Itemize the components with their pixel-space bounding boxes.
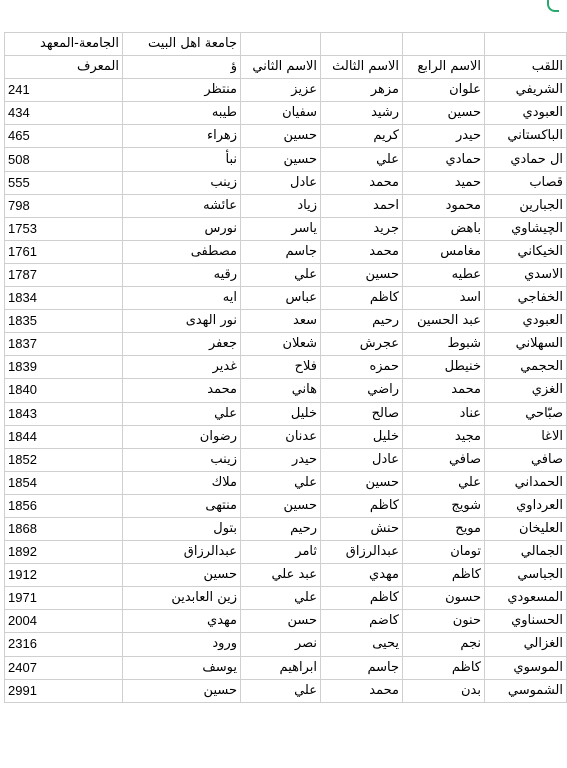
table-row [5, 240, 567, 263]
table-row [5, 310, 567, 333]
fourth-name-cell[interactable]: حنون [403, 610, 485, 633]
second-name-cell[interactable]: حيدر [241, 448, 321, 471]
second-name-cell[interactable]: حسن [241, 610, 321, 633]
title-cell[interactable]: صبّاحي [485, 402, 567, 425]
id-cell[interactable]: 434 [5, 102, 123, 125]
id-cell[interactable]: 1840 [5, 379, 123, 402]
title-cell[interactable]: الغزالي [485, 633, 567, 656]
first-name-cell[interactable]: منتظر [123, 79, 241, 102]
fourth-name-cell[interactable]: محمود [403, 194, 485, 217]
second-name-cell[interactable]: عباس [241, 287, 321, 310]
third-name-cell[interactable]: عبدالرزاق [321, 541, 403, 564]
id-cell[interactable]: 508 [5, 148, 123, 171]
fourth-name-cell[interactable]: خنيطل [403, 356, 485, 379]
second-name-cell[interactable]: حسين [241, 125, 321, 148]
third-name-cell[interactable]: محمد [321, 679, 403, 702]
second-name-cell[interactable]: علي [241, 587, 321, 610]
first-name-cell[interactable]: مهدي [123, 610, 241, 633]
spreadsheet-table [4, 32, 567, 703]
university-label-cell[interactable]: الجامعة-المعهد [5, 33, 123, 56]
first-name-cell[interactable]: جعفر [123, 333, 241, 356]
id-cell[interactable]: 1787 [5, 263, 123, 286]
title-cell[interactable]: الشريفي [485, 79, 567, 102]
third-name-cell[interactable]: مزهر [321, 79, 403, 102]
first-name-cell[interactable]: مصطفى [123, 240, 241, 263]
fourth-name-cell[interactable]: حمادي [403, 148, 485, 171]
third-name-cell[interactable]: صالح [321, 402, 403, 425]
third-name-cell[interactable]: حنش [321, 517, 403, 540]
first-name-cell[interactable]: زينب [123, 448, 241, 471]
fourth-name-cell[interactable]: باهض [403, 217, 485, 240]
third-name-cell[interactable]: احمد [321, 194, 403, 217]
table-row [5, 448, 567, 471]
fourth-name-cell[interactable]: تومان [403, 541, 485, 564]
title-cell[interactable]: الاغا [485, 425, 567, 448]
table-row [5, 633, 567, 656]
second-name-cell[interactable]: علي [241, 263, 321, 286]
second-name-cell[interactable]: سفيان [241, 102, 321, 125]
title-cell[interactable]: الخفاجي [485, 287, 567, 310]
first-name-cell[interactable]: رقيه [123, 263, 241, 286]
fourth-name-cell[interactable]: مغامس [403, 240, 485, 263]
column-header-title[interactable]: اللقب [485, 56, 567, 79]
column-header-first-name[interactable]: ؤ [123, 56, 241, 79]
title-cell[interactable]: الشموسي [485, 679, 567, 702]
third-name-cell[interactable]: عادل [321, 448, 403, 471]
fourth-name-cell[interactable]: محمد [403, 379, 485, 402]
fourth-name-cell[interactable]: صافي [403, 448, 485, 471]
id-cell[interactable]: 1844 [5, 425, 123, 448]
id-cell[interactable]: 1868 [5, 517, 123, 540]
id-cell[interactable]: 241 [5, 79, 123, 102]
title-cell[interactable]: قصاب [485, 171, 567, 194]
id-cell[interactable]: 555 [5, 171, 123, 194]
id-cell[interactable]: 798 [5, 194, 123, 217]
first-name-cell[interactable]: منتهى [123, 494, 241, 517]
second-name-cell[interactable]: ثامر [241, 541, 321, 564]
second-name-cell[interactable]: عبد علي [241, 564, 321, 587]
first-name-cell[interactable]: حسين [123, 564, 241, 587]
title-cell[interactable]: الغزي [485, 379, 567, 402]
title-cell[interactable]: العبودي [485, 102, 567, 125]
title-cell[interactable]: الاسدي [485, 263, 567, 286]
table-body [5, 33, 567, 703]
third-name-cell[interactable]: مهدي [321, 564, 403, 587]
third-name-cell[interactable]: كاضم [321, 610, 403, 633]
title-cell[interactable]: الچيشاوي [485, 217, 567, 240]
id-cell[interactable]: 2407 [5, 656, 123, 679]
id-cell[interactable]: 1971 [5, 587, 123, 610]
fourth-name-cell[interactable]: علوان [403, 79, 485, 102]
first-name-cell[interactable]: رضوان [123, 425, 241, 448]
table-row [5, 494, 567, 517]
id-cell[interactable]: 1839 [5, 356, 123, 379]
table-row [5, 194, 567, 217]
second-name-cell[interactable]: عزيز [241, 79, 321, 102]
first-name-cell[interactable]: طيبه [123, 102, 241, 125]
id-cell[interactable]: 1892 [5, 541, 123, 564]
id-cell[interactable]: 1856 [5, 494, 123, 517]
second-name-cell[interactable]: ابراهيم [241, 656, 321, 679]
first-name-cell[interactable]: غدير [123, 356, 241, 379]
table-row [5, 425, 567, 448]
second-name-cell[interactable]: حسين [241, 494, 321, 517]
third-name-cell[interactable]: راضي [321, 379, 403, 402]
fourth-name-cell[interactable]: عبد الحسين [403, 310, 485, 333]
fourth-name-cell[interactable]: كاظم [403, 656, 485, 679]
table-row [5, 356, 567, 379]
third-name-cell[interactable]: محمد [321, 171, 403, 194]
table-row [5, 333, 567, 356]
first-name-cell[interactable]: محمد [123, 379, 241, 402]
third-name-cell[interactable]: كاظم [321, 494, 403, 517]
first-name-cell[interactable]: ورود [123, 633, 241, 656]
first-name-cell[interactable]: ملاك [123, 471, 241, 494]
id-cell[interactable]: 2316 [5, 633, 123, 656]
first-name-cell[interactable]: نبأ [123, 148, 241, 171]
cell[interactable] [321, 33, 403, 56]
id-cell[interactable]: 1761 [5, 240, 123, 263]
title-cell[interactable]: صافي [485, 448, 567, 471]
corner-mark-icon [547, 0, 559, 12]
third-name-cell[interactable]: حمزه [321, 356, 403, 379]
fourth-name-cell[interactable]: مجيد [403, 425, 485, 448]
table-row [5, 148, 567, 171]
university-row [5, 33, 567, 56]
second-name-cell[interactable]: خليل [241, 402, 321, 425]
cell[interactable] [485, 33, 567, 56]
fourth-name-cell[interactable]: نجم [403, 633, 485, 656]
title-cell[interactable]: الجباسي [485, 564, 567, 587]
id-cell[interactable]: 465 [5, 125, 123, 148]
first-name-cell[interactable]: عبدالرزاق [123, 541, 241, 564]
first-name-cell[interactable]: يوسف [123, 656, 241, 679]
second-name-cell[interactable]: ياسر [241, 217, 321, 240]
title-cell[interactable]: العليخان [485, 517, 567, 540]
fourth-name-cell[interactable]: حسون [403, 587, 485, 610]
second-name-cell[interactable]: عدنان [241, 425, 321, 448]
first-name-cell[interactable]: نورس [123, 217, 241, 240]
fourth-name-cell[interactable]: عطيه [403, 263, 485, 286]
id-cell[interactable]: 2004 [5, 610, 123, 633]
third-name-cell[interactable]: رحيم [321, 310, 403, 333]
third-name-cell[interactable]: عجرش [321, 333, 403, 356]
column-header-third-name[interactable]: الاسم الثالث [321, 56, 403, 79]
third-name-cell[interactable]: خليل [321, 425, 403, 448]
id-cell[interactable]: 1753 [5, 217, 123, 240]
fourth-name-cell[interactable]: عناد [403, 402, 485, 425]
table-row [5, 125, 567, 148]
title-cell[interactable]: الموسوي [485, 656, 567, 679]
table-row [5, 217, 567, 240]
table-row [5, 541, 567, 564]
fourth-name-cell[interactable]: بدن [403, 679, 485, 702]
second-name-cell[interactable]: فلاح [241, 356, 321, 379]
fourth-name-cell[interactable]: حيدر [403, 125, 485, 148]
column-header-second-name[interactable]: الاسم الثاني [241, 56, 321, 79]
table-row [5, 587, 567, 610]
id-cell[interactable]: 1837 [5, 333, 123, 356]
title-cell[interactable]: العبودي [485, 310, 567, 333]
table-row [5, 402, 567, 425]
third-name-cell[interactable]: كاظم [321, 587, 403, 610]
table-row [5, 656, 567, 679]
title-cell[interactable]: الحمداني [485, 471, 567, 494]
cell[interactable] [403, 33, 485, 56]
second-name-cell[interactable]: عادل [241, 171, 321, 194]
second-name-cell[interactable]: علي [241, 471, 321, 494]
id-cell[interactable]: 1835 [5, 310, 123, 333]
table-row [5, 287, 567, 310]
first-name-cell[interactable]: زين العابدين [123, 587, 241, 610]
first-name-cell[interactable]: زينب [123, 171, 241, 194]
id-cell[interactable]: 2991 [5, 679, 123, 702]
title-cell[interactable]: الحسناوي [485, 610, 567, 633]
second-name-cell[interactable]: شعلان [241, 333, 321, 356]
table-row [5, 102, 567, 125]
fourth-name-cell[interactable]: حميد [403, 171, 485, 194]
title-cell[interactable]: ال حمادي [485, 148, 567, 171]
fourth-name-cell[interactable]: شويج [403, 494, 485, 517]
id-cell[interactable]: 1854 [5, 471, 123, 494]
second-name-cell[interactable]: زياد [241, 194, 321, 217]
title-cell[interactable]: الخيكاني [485, 240, 567, 263]
table-row [5, 171, 567, 194]
table-row [5, 379, 567, 402]
third-name-cell[interactable]: جاسم [321, 656, 403, 679]
second-name-cell[interactable]: حسين [241, 148, 321, 171]
fourth-name-cell[interactable]: مويح [403, 517, 485, 540]
first-name-cell[interactable]: نور الهدى [123, 310, 241, 333]
third-name-cell[interactable]: علي [321, 148, 403, 171]
top-bar [0, 0, 567, 22]
third-name-cell[interactable]: محمد [321, 240, 403, 263]
column-header-id[interactable]: المعرف [5, 56, 123, 79]
title-cell[interactable]: الجمالي [485, 541, 567, 564]
first-name-cell[interactable]: بتول [123, 517, 241, 540]
second-name-cell[interactable]: جاسم [241, 240, 321, 263]
first-name-cell[interactable]: عائشه [123, 194, 241, 217]
fourth-name-cell[interactable]: شبوط [403, 333, 485, 356]
fourth-name-cell[interactable]: كاظم [403, 564, 485, 587]
second-name-cell[interactable]: هاني [241, 379, 321, 402]
third-name-cell[interactable]: جريد [321, 217, 403, 240]
table-row [5, 471, 567, 494]
title-cell[interactable]: الجبارين [485, 194, 567, 217]
first-name-cell[interactable]: حسين [123, 679, 241, 702]
first-name-cell[interactable]: ايه [123, 287, 241, 310]
second-name-cell[interactable]: رحيم [241, 517, 321, 540]
id-cell[interactable]: 1912 [5, 564, 123, 587]
second-name-cell[interactable]: علي [241, 679, 321, 702]
title-cell[interactable]: العرداوي [485, 494, 567, 517]
column-header-row [5, 56, 567, 79]
title-cell[interactable]: الباكستاني [485, 125, 567, 148]
third-name-cell[interactable]: رشيد [321, 102, 403, 125]
title-cell[interactable]: الحجمي [485, 356, 567, 379]
table-row [5, 79, 567, 102]
university-value-cell[interactable]: جامعة اهل البيت [123, 33, 241, 56]
title-cell[interactable]: السهلاني [485, 333, 567, 356]
cell[interactable] [241, 33, 321, 56]
first-name-cell[interactable]: زهراء [123, 125, 241, 148]
table-row [5, 564, 567, 587]
fourth-name-cell[interactable]: علي [403, 471, 485, 494]
id-cell[interactable]: 1834 [5, 287, 123, 310]
fourth-name-cell[interactable]: اسد [403, 287, 485, 310]
table-row [5, 517, 567, 540]
table-row [5, 679, 567, 702]
id-cell[interactable]: 1852 [5, 448, 123, 471]
third-name-cell[interactable]: حسين [321, 471, 403, 494]
title-cell[interactable]: المسعودي [485, 587, 567, 610]
fourth-name-cell[interactable]: حسين [403, 102, 485, 125]
third-name-cell[interactable]: يحيى [321, 633, 403, 656]
second-name-cell[interactable]: نصر [241, 633, 321, 656]
column-header-fourth-name[interactable]: الاسم الرابع [403, 56, 485, 79]
third-name-cell[interactable]: حسين [321, 263, 403, 286]
table-row [5, 610, 567, 633]
first-name-cell[interactable]: علي [123, 402, 241, 425]
id-cell[interactable]: 1843 [5, 402, 123, 425]
second-name-cell[interactable]: سعد [241, 310, 321, 333]
third-name-cell[interactable]: كريم [321, 125, 403, 148]
third-name-cell[interactable]: كاظم [321, 287, 403, 310]
table-row [5, 263, 567, 286]
